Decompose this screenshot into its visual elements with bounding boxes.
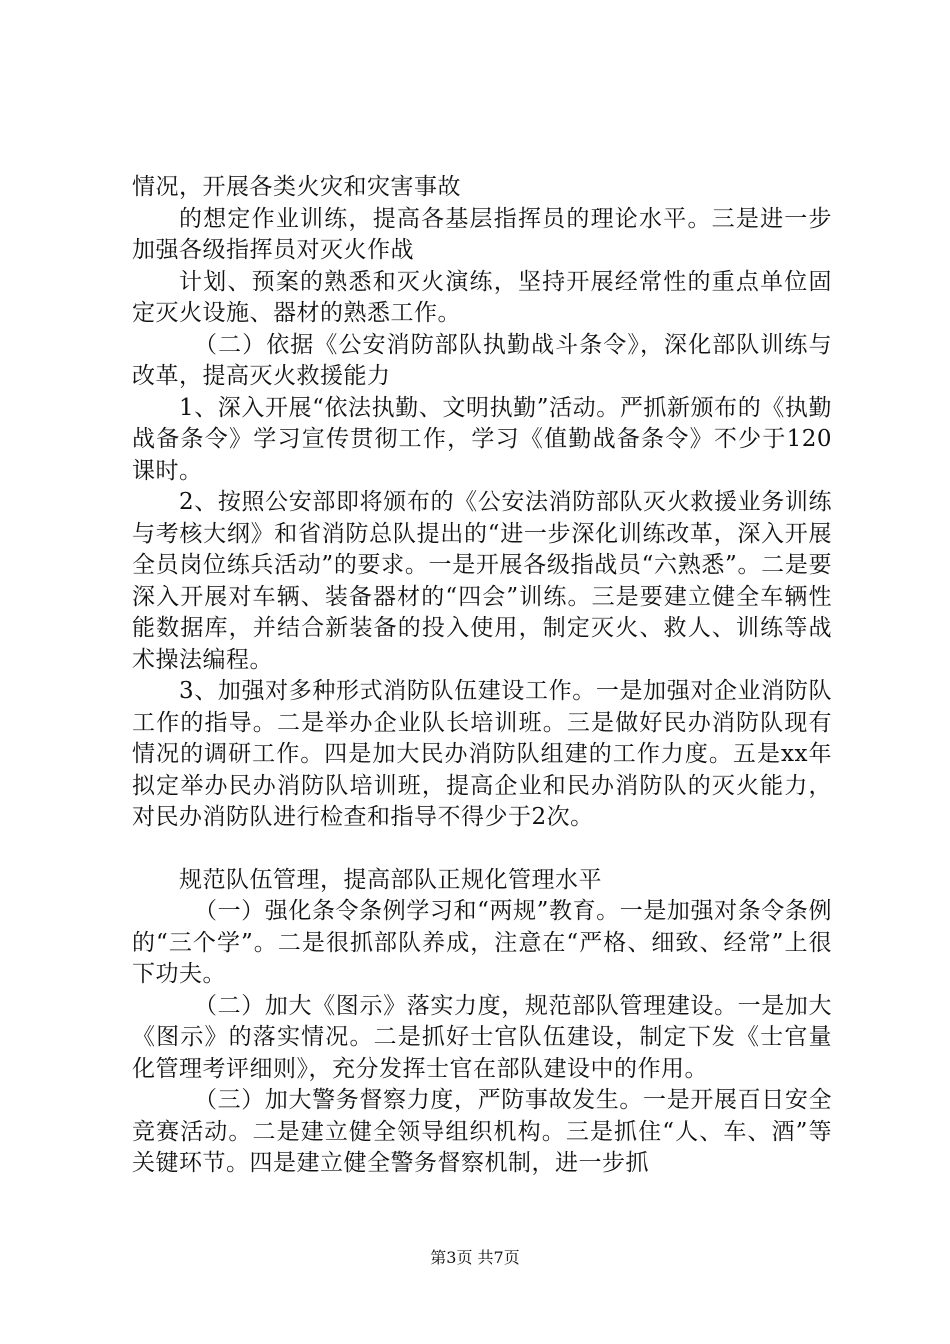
paragraph-continuation: 情况，开展各类火灾和灾害事故 [132,174,461,200]
paragraph: （一）强化条令条例学习和“两规”教育。一是加强对条令条例的“三个学”。二是很抓部队养成，注意在“严格、细致、经常”上很下功夫。 [132,898,832,987]
document-body [132,172,832,1180]
page-number: 第3页 共7页 [430,1248,520,1267]
paragraph: （三）加大警务督察力度，严防事故发生。一是开展百日安全竞赛活动。二是建立健全领导组织机构。三是抓住“人、车、酒”等关键环节。四是建立健全警务督察机制，进一步抓 [132,1087,832,1176]
paragraph: 的想定作业训练，提高各基层指挥员的理论水平。三是进一步加强各级指挥员对灭火作战 [132,205,832,263]
paragraph: （二）加大《图示》落实力度，规范部队管理建设。一是加大《图示》的落实情况。二是抓好士官队伍建设，制定下发《士官量化管理考评细则》，充分发挥士官在部队建设中的作用。 [132,992,832,1082]
paragraph-gap [132,834,832,865]
section-heading: 规范队伍管理，提高部队正规化管理水平 [179,866,602,893]
list-item: 3、加强对多种形式消防队伍建设工作。一是加强对企业消防队工作的指导。二是举办企业队长培训班。三是做好民办消防队现有情况的调研工作。四是加大民办消防队组建的工作力度。五是xx年拟定举办民办消防队培训班，提高企业和民办消防队的灭火能力，对民办消防队进行检查和指导不得少于2次。 [132,678,832,830]
list-item: 1、深入开展“依法执勤、文明执勤”活动。严抓新颁布的《执勤战备条令》学习宣传贯彻工作，学习《值勤战备条令》不少于120课时。 [132,394,832,484]
paragraph: 计划、预案的熟悉和灭火演练，坚持开展经常性的重点单位固定灭火设施、器材的熟悉工作。 [132,268,832,326]
section-heading: （二）依据《公安消防部队执勤战斗条令》，深化部队训练与改革，提高灭火救援能力 [132,331,832,389]
list-item: 2、按照公安部即将颁布的《公安法消防部队灭火救援业务训练与考核大纲》和省消防总队提出的“进一步深化训练改革，深入开展全员岗位练兵活动”的要求。一是开展各级指战员“六熟悉”。二是要深入开展对车辆、装备器材的“四会”训练。三是要建立健全车辆性能数据库，并结合新装备的投入使用，制定灭火、救人、训练等战术操法编程。 [132,489,832,673]
